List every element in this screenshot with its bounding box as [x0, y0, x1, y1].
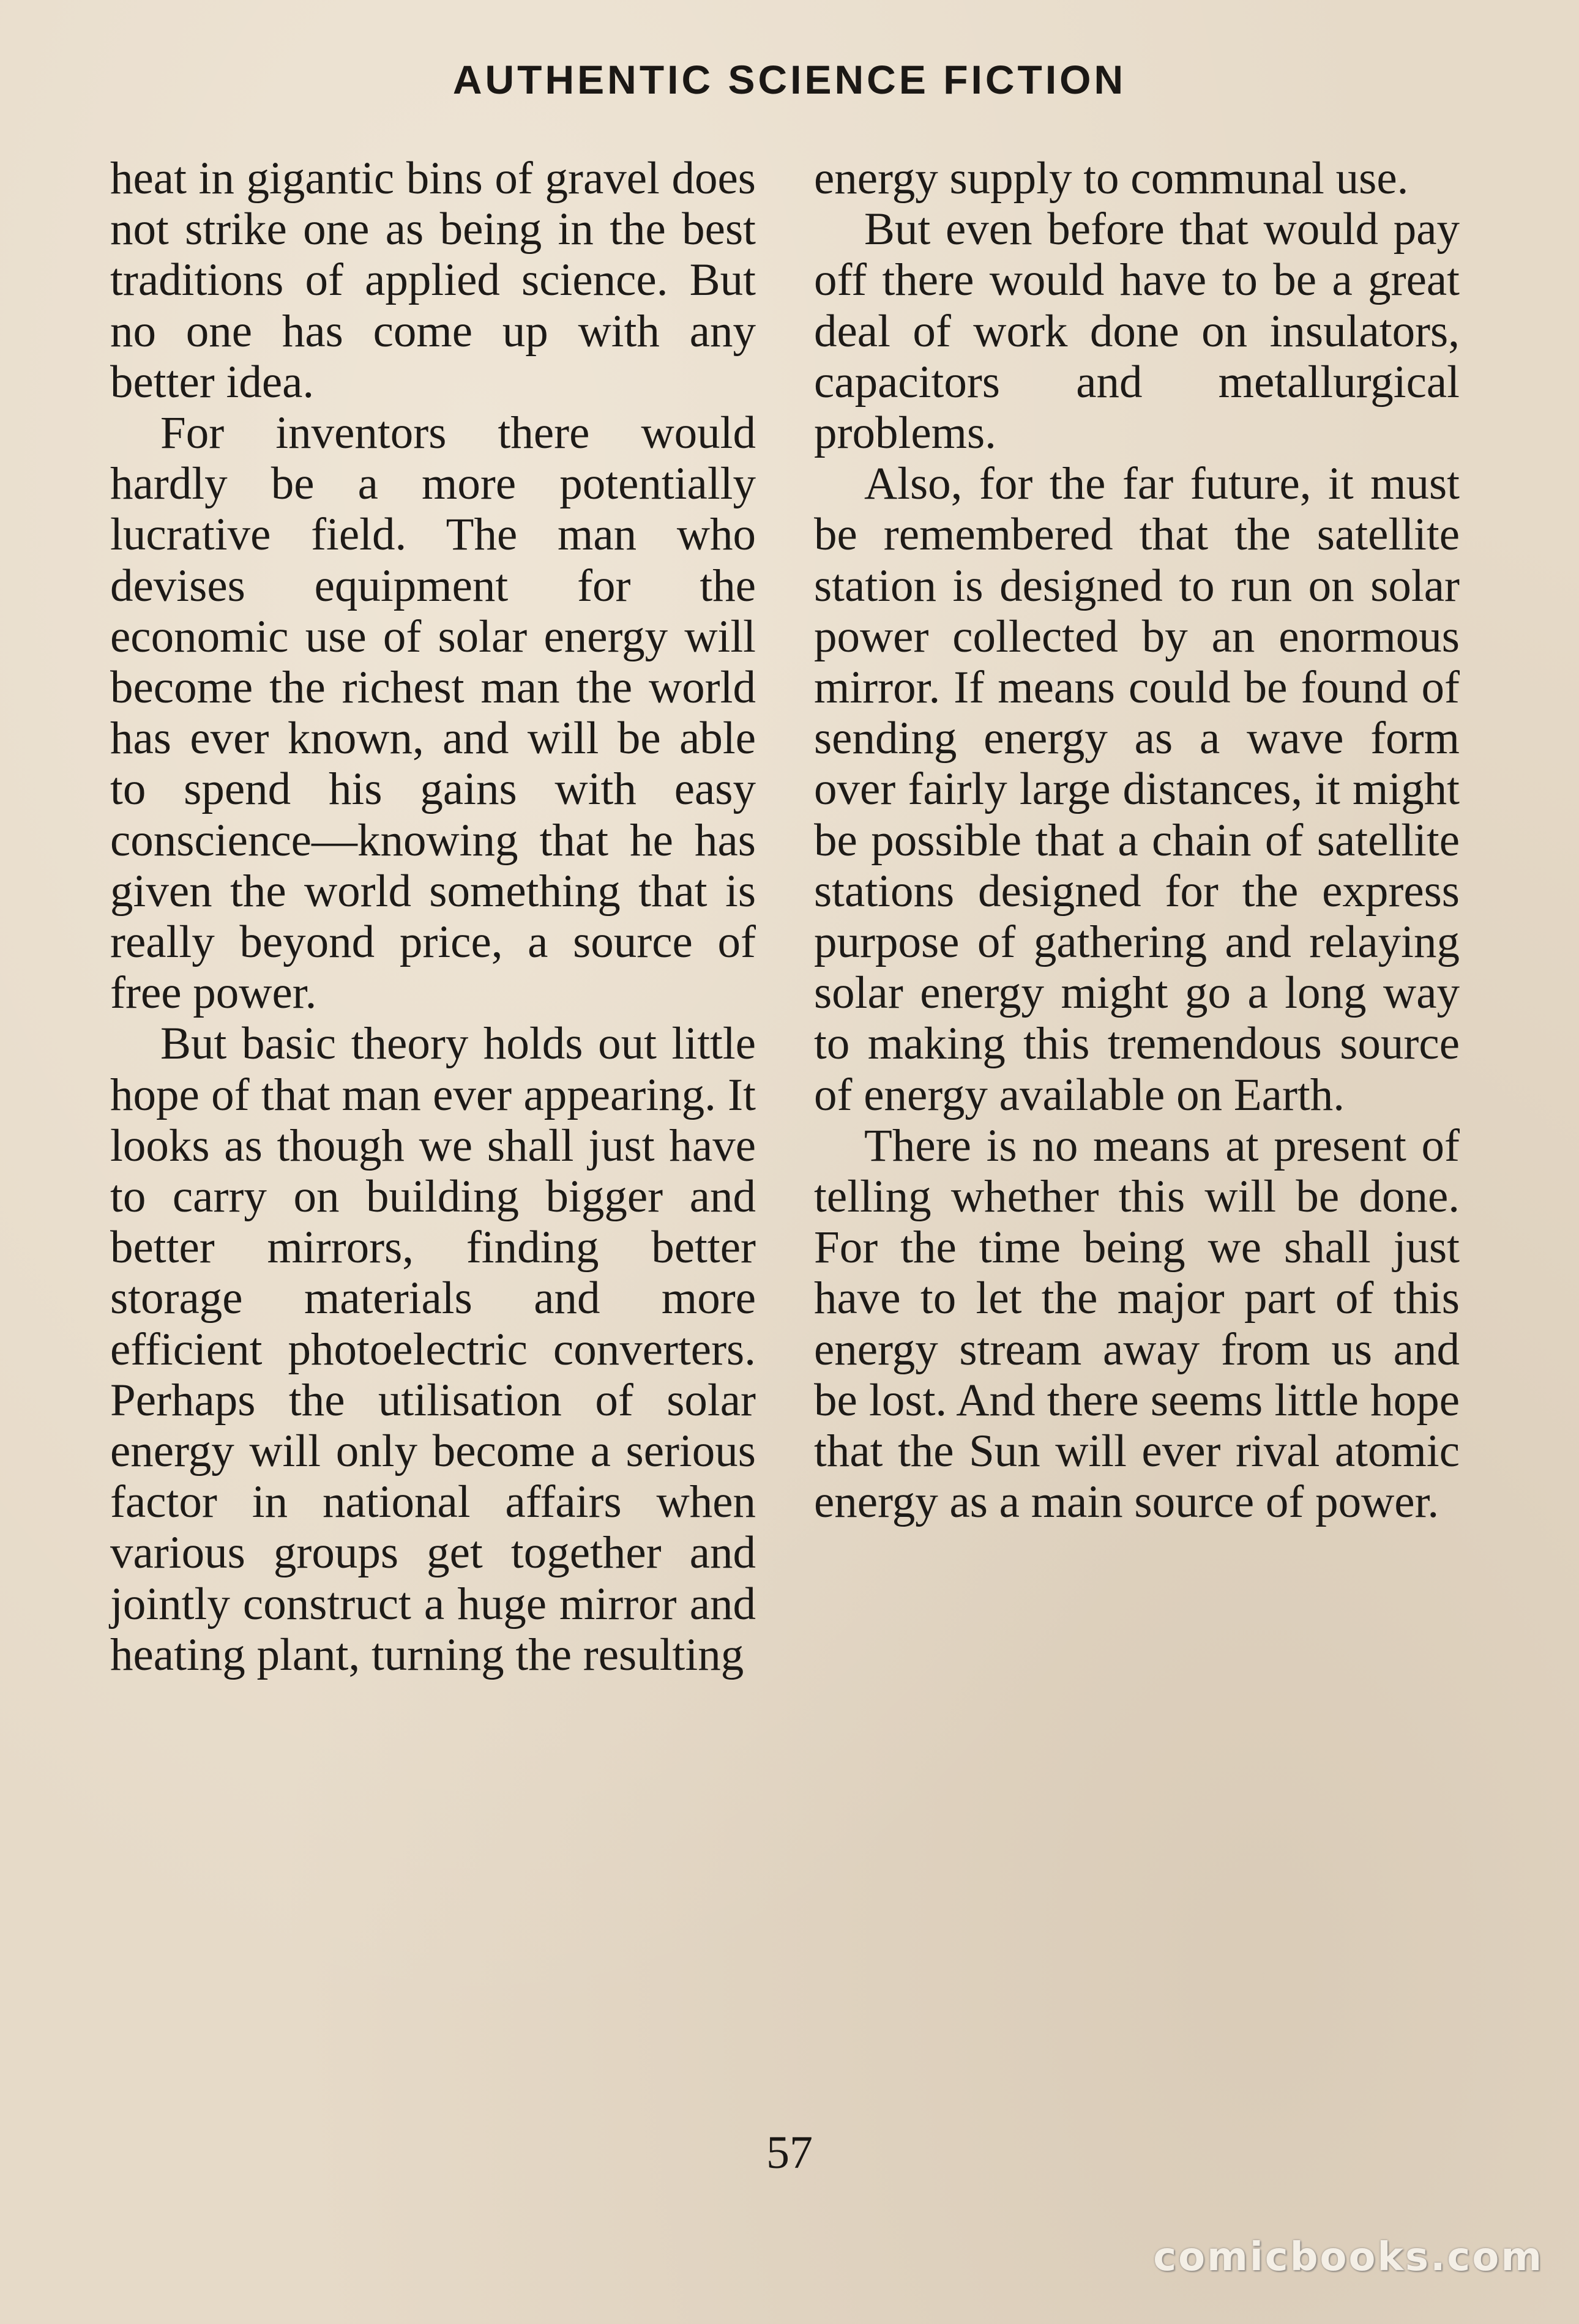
left-column: [110, 153, 756, 1680]
paragraph: energy supply to communal use.: [814, 153, 1409, 204]
paragraph: There is no means at present of telling whether this will be done. For the time being we shall just have to let the major part of this energy stream away from us and be lost. And there seems little hope that the Sun will ever rival atomic energy as a main source of power.: [814, 1120, 1460, 1528]
right-column: [814, 153, 1460, 1527]
page-number: 57: [766, 2127, 813, 2178]
running-head: AUTHENTIC SCIENCE FICTION: [452, 57, 1127, 102]
watermark: comicbooks.com: [1153, 2235, 1544, 2280]
paragraph: But even before that would pay off there would have to be a great deal of work done on insulators, capacitors and metallurgical problems.: [814, 204, 1460, 459]
paragraph: heat in gigantic bins of gravel does not strike one as being in the best traditions of applied science. But no one has come up with any better idea.: [110, 153, 756, 408]
paragraph: But basic theory holds out little hope of that man ever appearing. It looks as though we shall just have to carry on building bigger and better mirrors, finding better storage materials and more efficient photoelectric converters. Perhaps the utilisation of solar energy will only become a serious factor in national affairs when various groups get together and jointly construct a huge mirror and heating plant, turning the resulting: [110, 1018, 756, 1680]
paragraph: Also, for the far future, it must be remembered that the satellite station is designed to run on solar power collected by an enormous mirror. If means could be found of sending energy as a wave form over fairly large distances, it might be possible that a chain of satellite stations designed for the express purpose of gathering and relaying solar energy might go a long way to making this tremendous source of energy available on Earth.: [814, 458, 1460, 1120]
paragraph: For inventors there would hardly be a more potentially lucrative field. The man who devises equipment for the economic use of solar energy will become the richest man the world has ever known, and will be able to spend his gains with easy conscience—knowing that he has given the world something that is really beyond price, a source of free power.: [110, 408, 756, 1019]
